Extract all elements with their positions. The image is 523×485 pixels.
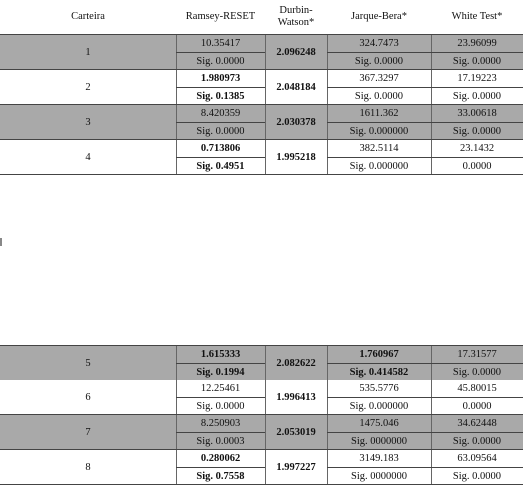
ramsey-value: 0.280062 [176,450,265,468]
white-test-sig: 0.0000 [431,398,523,414]
carteira-id: 4 [85,151,91,163]
white-test-value: 45.80015 [431,380,523,398]
table-row [0,380,523,415]
carteira-id: 5 [85,357,91,369]
durbin-watson-value: 1.996413 [265,380,327,414]
jarque-bera-value: 535.5776 [327,380,431,398]
ramsey-sig: Sig. 0.1994 [176,364,265,380]
ramsey-value: 0.713806 [176,140,265,158]
ramsey-value: 1.980973 [176,70,265,88]
ramsey-value: 1.615333 [176,346,265,364]
durbin-watson-value: 1.995218 [265,140,327,174]
table-header [0,0,523,35]
durbin-watson-value: 2.048184 [265,70,327,104]
table-row [0,450,523,485]
table-row [0,415,523,450]
white-test-value: 34.62448 [431,415,523,433]
table-row [0,345,523,381]
carteira-id: 2 [85,81,91,93]
jarque-bera-sig: Sig. 0.000000 [327,398,431,414]
header-white-test: White Test* [451,11,503,22]
white-test-sig: 0.0000 [431,158,523,174]
ramsey-sig: Sig. 0.0000 [176,53,265,69]
jarque-bera-sig: Sig. 0000000 [327,433,431,449]
jarque-bera-value: 1475.046 [327,415,431,433]
ramsey-value: 10.35417 [176,35,265,53]
carteira-id: 3 [85,116,91,128]
durbin-watson-value: 2.082622 [265,346,327,380]
carteira-id: 1 [85,46,91,58]
ramsey-value: 12.25461 [176,380,265,398]
ramsey-sig: Sig. 0.4951 [176,158,265,174]
header-jarque-bera: Jarque-Bera* [351,11,407,22]
durbin-watson-value: 2.096248 [265,35,327,69]
jarque-bera-sig: Sig. 0000000 [327,468,431,484]
header-ramsey-reset: Ramsey-RESET [185,11,256,22]
jarque-bera-sig: Sig. 0.414582 [327,364,431,380]
jarque-bera-value: 1611.362 [327,105,431,123]
carteira-id: 8 [85,461,91,473]
white-test-sig: Sig. 0.0000 [431,364,523,380]
jarque-bera-sig: Sig. 0.000000 [327,158,431,174]
header-durbin-watson [265,5,327,29]
white-test-sig: Sig. 0.0000 [431,88,523,104]
durbin-watson-value: 2.053019 [265,415,327,449]
table-row [0,105,523,140]
ramsey-sig: Sig. 0.0000 [176,123,265,139]
white-test-value: 63.09564 [431,450,523,468]
header-durbin-line2: Watson* [277,17,315,28]
table-row [0,70,523,105]
carteira-id: 6 [85,391,91,403]
jarque-bera-value: 3149.183 [327,450,431,468]
jarque-bera-value: 1.760967 [327,346,431,364]
carteira-id: 7 [85,426,91,438]
white-test-value: 17.31577 [431,346,523,364]
white-test-sig: Sig. 0.0000 [431,433,523,449]
white-test-sig: Sig. 0.0000 [431,53,523,69]
ramsey-sig: Sig. 0.0003 [176,433,265,449]
ramsey-sig: Sig. 0.0000 [176,398,265,414]
white-test-value: 23.96099 [431,35,523,53]
jarque-bera-sig: Sig. 0.0000 [327,53,431,69]
header-carteira: Carteira [71,11,105,22]
white-test-value: 17.19223 [431,70,523,88]
jarque-bera-value: 367.3297 [327,70,431,88]
white-test-value: 33.00618 [431,105,523,123]
ramsey-sig: Sig. 0.7558 [176,468,265,484]
ramsey-sig: Sig. 0.1385 [176,88,265,104]
jarque-bera-sig: Sig. 0.000000 [327,123,431,139]
ramsey-value: 8.250903 [176,415,265,433]
jarque-bera-value: 382.5114 [327,140,431,158]
durbin-watson-value: 1.997227 [265,450,327,484]
table-row [0,35,523,70]
ramsey-value: 8.420359 [176,105,265,123]
durbin-watson-value: 2.030378 [265,105,327,139]
white-test-sig: Sig. 0.0000 [431,123,523,139]
white-test-value: 23.1432 [431,140,523,158]
table-row [0,140,523,175]
jarque-bera-value: 324.7473 [327,35,431,53]
white-test-sig: Sig. 0.0000 [431,468,523,484]
header-durbin-line1: Durbin- [279,5,313,16]
jarque-bera-sig: Sig. 0.0000 [327,88,431,104]
page-edge-mark [0,238,2,246]
